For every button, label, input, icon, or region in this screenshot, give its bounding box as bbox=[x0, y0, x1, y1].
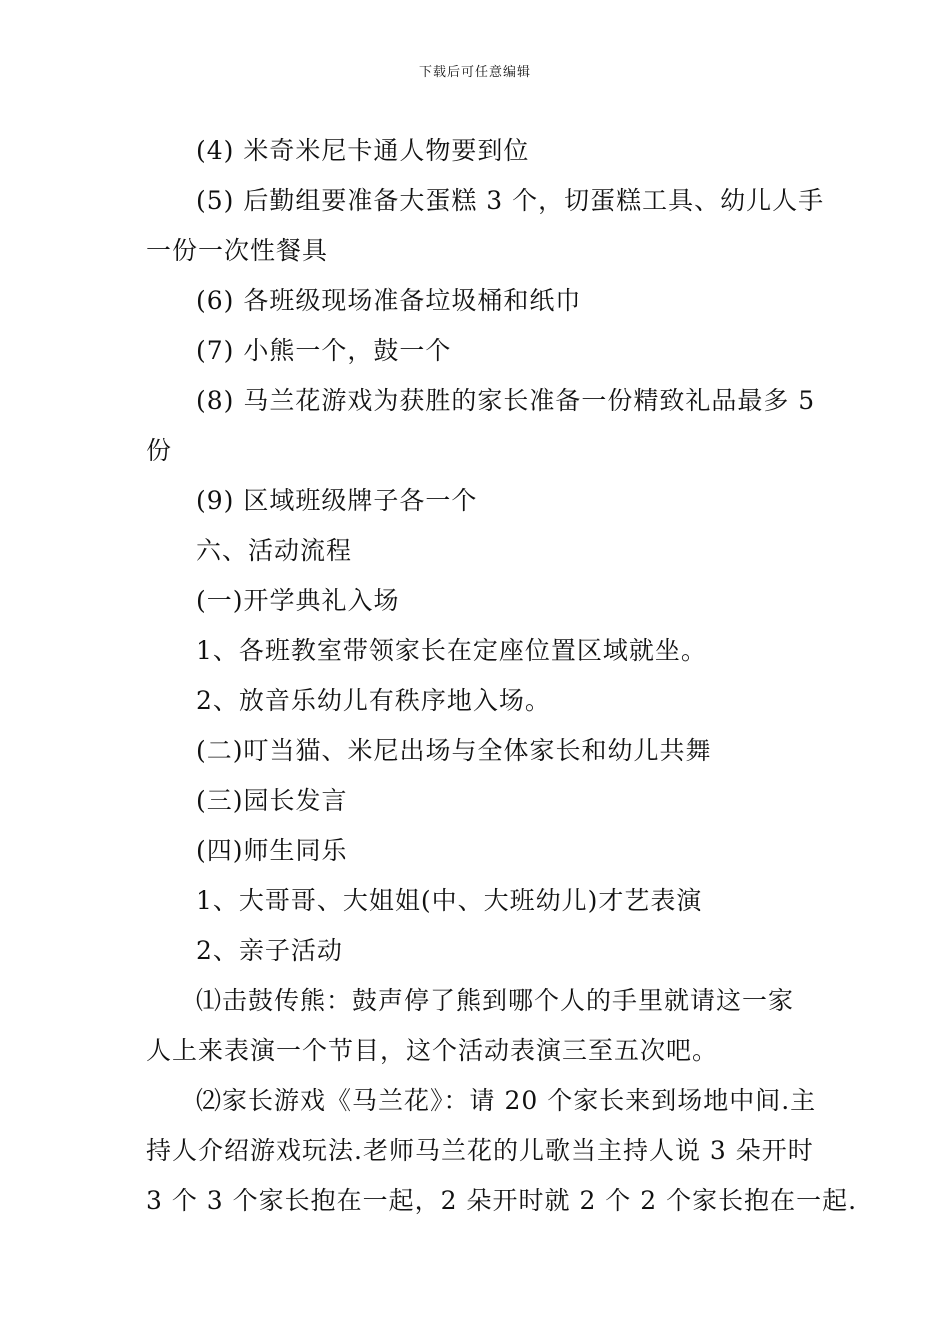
page-header: 下载后可任意编辑 bbox=[418, 65, 531, 80]
text-line: 份 bbox=[146, 436, 173, 465]
text-line: 六、活动流程 bbox=[196, 536, 353, 565]
document-body bbox=[146, 126, 858, 1226]
text-line: ⑵家长游戏《马兰花》：请 20 个家长来到场地中间.主 bbox=[196, 1086, 817, 1115]
text-line: 1、各班教室带领家长在定座位置区域就坐。 bbox=[196, 636, 707, 665]
text-line: (7) 小熊一个，鼓一个 bbox=[196, 336, 452, 365]
text-line: (三)园长发言 bbox=[196, 786, 348, 815]
text-line: (6) 各班级现场准备垃圾桶和纸巾 bbox=[196, 286, 582, 315]
text-line: 3 个 3 个家长抱在一起，2 朵开时就 2 个 2 个家长抱在一起. bbox=[146, 1186, 858, 1215]
text-line: (4) 米奇米尼卡通人物要到位 bbox=[196, 136, 530, 165]
text-line: (一)开学典礼入场 bbox=[196, 586, 400, 615]
text-line: 1、大哥哥、大姐姐(中、大班幼儿)才艺表演 bbox=[196, 886, 703, 915]
text-line: ⑴击鼓传熊：鼓声停了熊到哪个人的手里就请这一家 bbox=[196, 986, 795, 1015]
text-line: 持人介绍游戏玩法.老师马兰花的儿歌当主持人说 3 朵开时 bbox=[146, 1136, 814, 1165]
text-line: (二)叮当猫、米尼出场与全体家长和幼儿共舞 bbox=[196, 736, 712, 765]
text-line: (8) 马兰花游戏为获胜的家长准备一份精致礼品最多 5 bbox=[196, 386, 816, 415]
text-line: (5) 后勤组要准备大蛋糕 3 个，切蛋糕工具、幼儿人手 bbox=[196, 186, 825, 215]
text-line: (四)师生同乐 bbox=[196, 836, 348, 865]
text-line: 2、放音乐幼儿有秩序地入场。 bbox=[196, 686, 551, 715]
text-line: 人上来表演一个节目，这个活动表演三至五次吧。 bbox=[146, 1036, 719, 1065]
text-line: (9) 区域班级牌子各一个 bbox=[196, 486, 478, 515]
text-line: 2、亲子活动 bbox=[196, 936, 343, 965]
text-line: 一份一次性餐具 bbox=[146, 236, 329, 265]
